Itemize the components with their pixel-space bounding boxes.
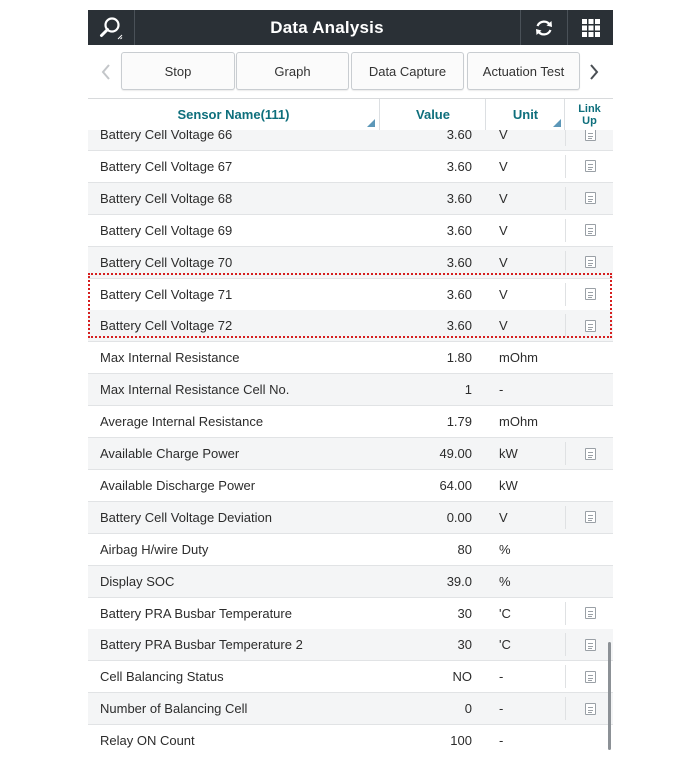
table-row[interactable] [88, 130, 613, 151]
sensor-unit: 'C [499, 637, 511, 653]
table-row[interactable] [88, 502, 613, 534]
actuation-test-button[interactable]: Actuation Test [467, 52, 580, 90]
table-row[interactable] [88, 406, 613, 438]
sensor-value: 3.60 [446, 254, 472, 270]
sensor-unit: V [499, 222, 508, 238]
sensor-name: Battery Cell Voltage 69 [100, 222, 233, 238]
document-icon [585, 130, 596, 141]
sensor-name: Number of Balancing Cell [100, 701, 248, 717]
chevron-left-icon [100, 63, 112, 81]
sensor-value: NO [452, 669, 472, 685]
sensor-name: Battery Cell Voltage 66 [100, 130, 233, 142]
scroll-left-button[interactable] [92, 53, 120, 91]
table-row[interactable] [88, 279, 613, 311]
table-row[interactable] [88, 693, 613, 725]
sensor-table-body[interactable] [88, 130, 613, 752]
sensor-value: 30 [457, 637, 472, 653]
link-header-label-line2: Up [582, 114, 597, 127]
link-up-button[interactable] [565, 665, 613, 688]
sensor-unit: V [499, 509, 508, 525]
document-icon [585, 511, 596, 523]
graph-button[interactable]: Graph [236, 52, 349, 90]
menu-grid-button[interactable] [567, 10, 613, 45]
document-icon [585, 256, 596, 268]
table-row[interactable] [88, 310, 613, 342]
sensor-unit: V [499, 318, 508, 334]
sensor-unit: 'C [499, 605, 511, 621]
sensor-name: Cell Balancing Status [100, 669, 224, 685]
chevron-right-icon [588, 63, 600, 81]
sensor-name-column-header[interactable] [88, 99, 379, 130]
table-row[interactable] [88, 247, 613, 279]
sensor-name: Battery Cell Voltage 70 [100, 254, 233, 270]
table-row[interactable] [88, 374, 613, 406]
sensor-unit: % [499, 541, 511, 557]
link-up-column-header [564, 99, 613, 130]
sensor-name-header-label: Sensor Name(111) [177, 107, 290, 122]
sensor-value: 0.00 [446, 509, 472, 525]
sensor-name: Battery Cell Voltage Deviation [100, 509, 272, 525]
sensor-value: 3.60 [446, 130, 472, 142]
document-icon [585, 607, 596, 619]
sensor-value: 64.00 [439, 477, 472, 493]
action-toolbar [88, 45, 613, 99]
table-row[interactable] [88, 151, 613, 183]
sort-icon [367, 119, 375, 127]
link-up-button[interactable] [565, 187, 613, 210]
table-row[interactable] [88, 215, 613, 247]
data-analysis-screen [88, 10, 613, 752]
sensor-value: 0 [464, 701, 472, 717]
sensor-unit: - [499, 669, 504, 685]
sensor-name: Battery PRA Busbar Temperature 2 [100, 637, 303, 653]
sensor-value: 3.60 [446, 190, 472, 206]
sensor-value: 100 [450, 733, 472, 749]
grid-menu-icon [581, 18, 601, 38]
link-up-button[interactable] [565, 155, 613, 178]
stop-button[interactable]: Stop [121, 52, 235, 90]
sensor-value: 1 [464, 382, 472, 398]
table-row[interactable] [88, 598, 613, 630]
sensor-name: Available Discharge Power [100, 477, 256, 493]
sensor-unit: - [499, 701, 504, 717]
table-header [88, 99, 613, 131]
sensor-unit: mOhm [499, 414, 538, 430]
sensor-name: Airbag H/wire Duty [100, 541, 209, 557]
sensor-name: Relay ON Count [100, 733, 195, 749]
sensor-name: Battery Cell Voltage 67 [100, 158, 233, 174]
sensor-unit: mOhm [499, 350, 538, 366]
sensor-value: 49.00 [439, 446, 472, 461]
search-icon [98, 15, 124, 41]
sensor-value: 3.60 [446, 222, 472, 238]
link-up-button[interactable] [565, 251, 613, 274]
sensor-name: Available Charge Power [100, 446, 240, 461]
table-row[interactable] [88, 183, 613, 215]
sensor-unit: V [499, 254, 508, 270]
sensor-name: Display SOC [100, 573, 175, 589]
sort-icon [553, 119, 561, 127]
sensor-value: 30 [457, 605, 472, 621]
value-header-label: Value [416, 107, 450, 122]
page-title: Data Analysis [270, 18, 384, 37]
sensor-value: 3.60 [446, 158, 472, 174]
link-header-label-line1: Link [578, 102, 601, 115]
table-row[interactable] [88, 342, 613, 374]
title-bar [88, 10, 613, 45]
link-up-button[interactable] [565, 219, 613, 242]
sensor-value: 3.60 [446, 286, 472, 302]
sensor-unit: kW [499, 446, 518, 461]
sensor-unit: kW [499, 477, 518, 493]
table-row[interactable] [88, 534, 613, 566]
scroll-right-button[interactable] [580, 53, 608, 91]
document-icon [585, 448, 596, 460]
value-column-header [379, 99, 486, 130]
document-icon [585, 639, 596, 651]
link-up-button[interactable] [565, 283, 613, 306]
refresh-button[interactable] [520, 10, 567, 45]
sensor-name: Max Internal Resistance [100, 350, 240, 366]
link-up-button[interactable] [565, 506, 613, 529]
search-button[interactable] [88, 10, 135, 45]
document-icon [585, 224, 596, 236]
sensor-value: 1.79 [446, 414, 472, 430]
link-up-button[interactable] [565, 697, 613, 720]
sensor-name: Battery Cell Voltage 72 [100, 318, 233, 334]
link-up-button[interactable] [565, 633, 613, 656]
sensor-name: Average Internal Resistance [100, 414, 264, 430]
sensor-name: Max Internal Resistance Cell No. [100, 382, 290, 398]
sensor-value: 3.60 [446, 318, 472, 334]
table-row[interactable] [88, 566, 613, 598]
sensor-unit: V [499, 158, 508, 174]
document-icon [585, 671, 596, 683]
document-icon [585, 192, 596, 204]
unit-column-header[interactable] [485, 99, 565, 130]
sensor-value: 39.0 [446, 573, 472, 589]
data-capture-button[interactable]: Data Capture [351, 52, 464, 90]
link-up-button[interactable] [565, 314, 613, 337]
link-up-button[interactable] [565, 130, 613, 146]
document-icon [585, 320, 596, 332]
sensor-unit: V [499, 190, 508, 206]
link-up-button[interactable] [565, 442, 613, 465]
document-icon [585, 703, 596, 715]
link-up-button[interactable] [565, 602, 613, 625]
document-icon [585, 288, 596, 300]
document-icon [585, 160, 596, 172]
sensor-name: Battery PRA Busbar Temperature [100, 605, 292, 621]
sensor-name: Battery Cell Voltage 71 [100, 286, 233, 302]
sensor-unit: V [499, 130, 508, 142]
sensor-unit: - [499, 733, 504, 749]
table-row[interactable] [88, 725, 613, 752]
sensor-unit: % [499, 573, 511, 589]
unit-header-label: Unit [512, 107, 539, 122]
table-row[interactable] [88, 438, 613, 470]
sensor-unit: - [499, 382, 504, 398]
sensor-value: 80 [457, 541, 472, 557]
table-row[interactable] [88, 661, 613, 693]
table-row[interactable] [88, 629, 613, 661]
table-row[interactable] [88, 470, 613, 502]
sensor-unit: V [499, 286, 508, 302]
scrollbar[interactable] [608, 642, 611, 750]
sensor-name: Battery Cell Voltage 68 [100, 190, 233, 206]
refresh-icon [533, 17, 555, 39]
sensor-value: 1.80 [446, 350, 472, 366]
